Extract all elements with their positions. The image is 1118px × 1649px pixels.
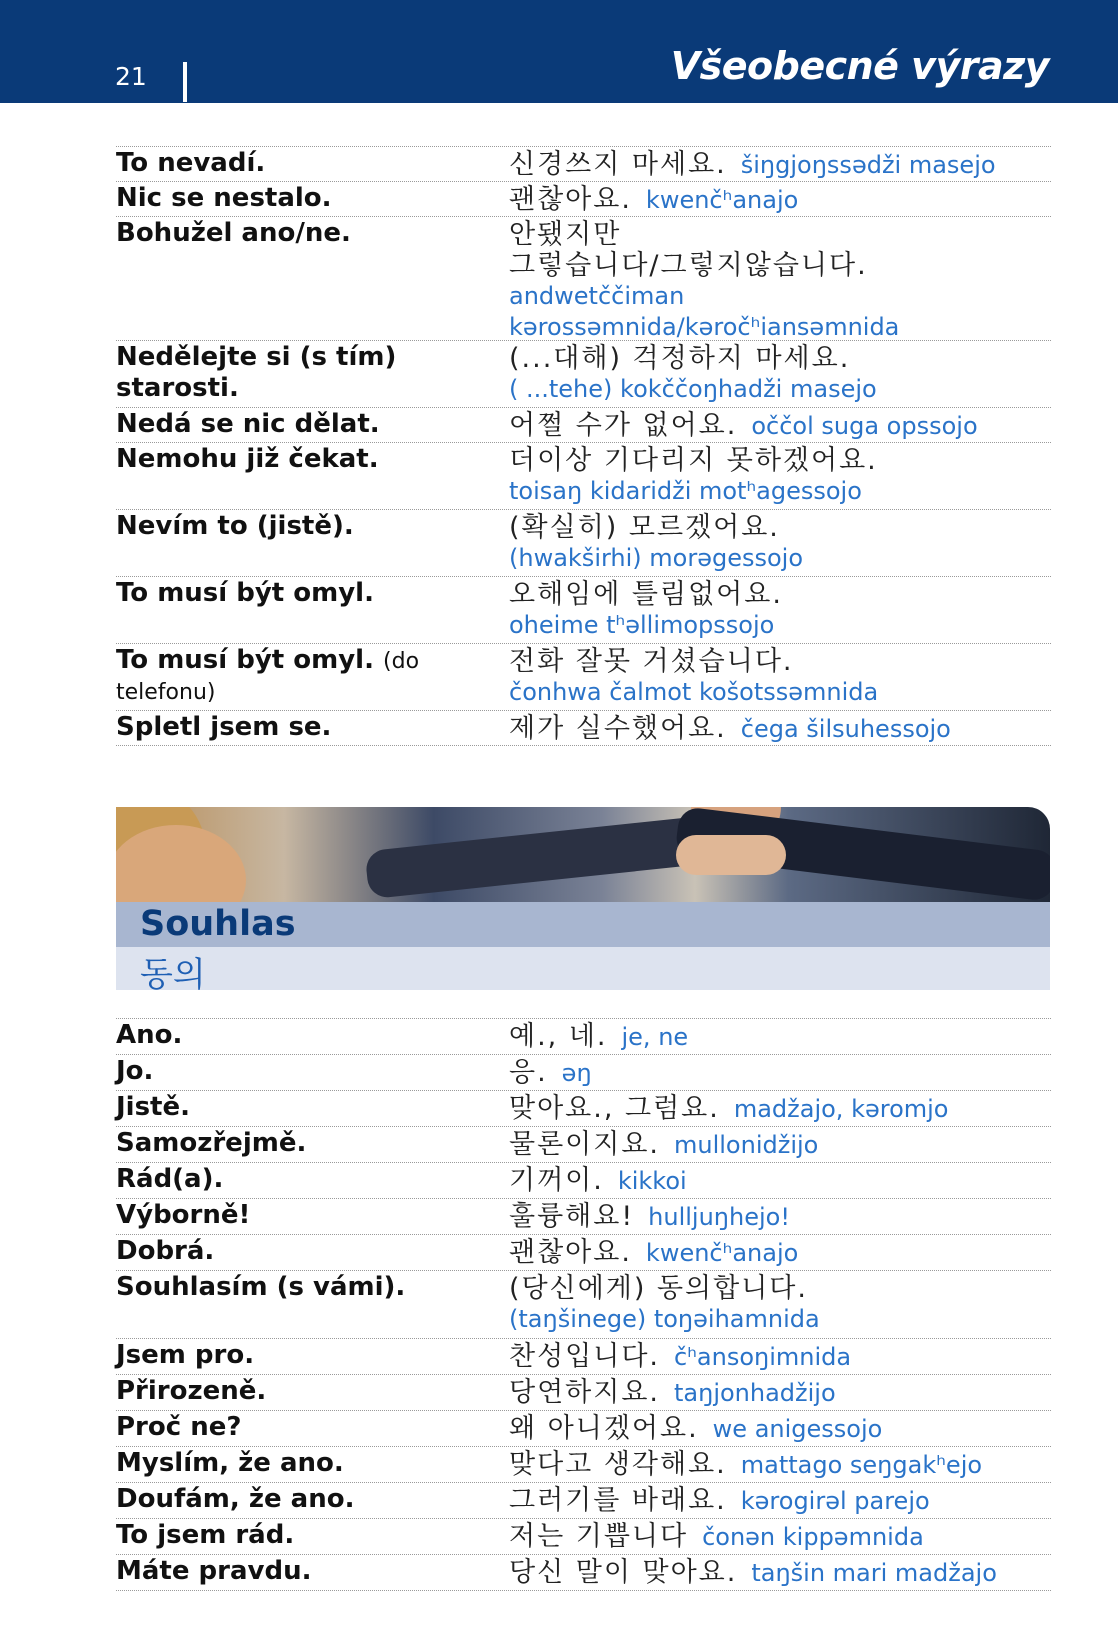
czech-phrase: Máte pravdu.	[116, 1556, 312, 1586]
korean-phrase: 당연하지요.	[509, 1377, 660, 1408]
transcription: andwetččiman	[509, 282, 685, 310]
korean-phrase: 왜 아니겠어요.	[509, 1413, 699, 1444]
czech-phrase: Rád(a).	[116, 1164, 224, 1194]
korean-phrase: 저는 기쁩니다	[509, 1521, 689, 1552]
czech-phrase: Nevím to (jistě).	[116, 511, 354, 541]
phrase-row	[116, 711, 1051, 746]
korean-phrase: (당신에게) 동의합니다.	[509, 1273, 808, 1304]
phrase-row	[116, 341, 1051, 408]
phrase-row	[116, 1339, 1051, 1375]
czech-phrase: Ano.	[116, 1020, 183, 1050]
phrase-row	[116, 408, 1051, 443]
czech-phrase-note-line2: telefonu)	[116, 680, 216, 705]
phrase-row	[116, 577, 1051, 644]
phrase-row	[116, 1235, 1051, 1271]
transcription: əŋ	[561, 1059, 592, 1087]
transcription: ( ...tehe) kokččoŋhadži masejo	[509, 375, 877, 403]
korean-phrase-line2: 그렇습니다/그렇지않습니다.	[509, 250, 868, 281]
header-divider	[183, 62, 187, 102]
korean-phrase: 괜찮아요.	[509, 184, 632, 215]
phrase-table-general	[116, 146, 1051, 746]
phrase-row	[116, 182, 1051, 217]
phrase-table-agreement	[116, 1018, 1051, 1591]
phrase-row	[116, 1271, 1051, 1339]
transcription: je, ne	[621, 1023, 689, 1051]
korean-phrase: 예., 네.	[509, 1021, 608, 1052]
phrase-row	[116, 1091, 1051, 1127]
korean-phrase: 신경쓰지 마세요.	[509, 149, 727, 180]
czech-phrase: Proč ne?	[116, 1412, 242, 1442]
czech-phrase: Přirozeně.	[116, 1376, 267, 1406]
transcription: čega šilsuhessojo	[740, 715, 951, 743]
phrase-row	[116, 1447, 1051, 1483]
czech-phrase-line2: starosti.	[116, 373, 239, 403]
transcription: mullonidžijo	[674, 1131, 819, 1159]
korean-phrase: 더이상 기다리지 못하겠어요.	[509, 445, 878, 476]
handshake-photo	[116, 807, 1050, 902]
czech-phrase: Dobrá.	[116, 1236, 215, 1266]
czech-phrase: Nemohu již čekat.	[116, 444, 379, 474]
transcription: toisaŋ kidaridži motʰagessojo	[509, 477, 862, 505]
czech-phrase: Nic se nestalo.	[116, 183, 332, 213]
transcription: čʰansoŋimnida	[674, 1343, 852, 1371]
phrase-row	[116, 1483, 1051, 1519]
czech-phrase: Jo.	[116, 1056, 154, 1086]
czech-phrase: Spletl jsem se.	[116, 712, 332, 742]
czech-phrase: Bohužel ano/ne.	[116, 218, 351, 248]
transcription: kikkoi	[617, 1167, 687, 1195]
page-number: 21	[115, 62, 147, 91]
czech-phrase: Výborně!	[116, 1200, 251, 1230]
phrase-row	[116, 510, 1051, 577]
transcription: (taŋšinege) toŋəihamnida	[509, 1305, 820, 1333]
phrase-row	[116, 1127, 1051, 1163]
phrase-row	[116, 1055, 1051, 1091]
korean-phrase: 안됐지만	[509, 219, 622, 250]
transcription: oheime tʰəllimopssojo	[509, 611, 775, 639]
phrase-row	[116, 1375, 1051, 1411]
czech-phrase-note: (do	[383, 649, 420, 674]
section-subtitle: 동의	[140, 955, 206, 995]
czech-phrase: To nevadí.	[116, 148, 266, 178]
korean-phrase: 훌륭해요!	[509, 1201, 635, 1232]
transcription: kərogirəl parejo	[740, 1487, 930, 1515]
korean-phrase: 제가 실수했어요.	[509, 713, 727, 744]
transcription: mattago seŋgakʰejo	[740, 1451, 983, 1479]
section-souhlas	[116, 807, 1050, 995]
phrase-row	[116, 1163, 1051, 1199]
phrase-row	[116, 1519, 1051, 1555]
korean-phrase: 어쩔 수가 없어요.	[509, 410, 738, 441]
korean-phrase: 맞아요., 그럼요.	[509, 1093, 720, 1124]
korean-phrase: 당신 말이 맞아요.	[509, 1557, 738, 1588]
section-subtitle-bar	[116, 947, 1050, 995]
transcription: kwenčʰanajo	[645, 186, 799, 214]
korean-phrase: 전화 잘못 거셨습니다.	[509, 646, 794, 677]
czech-phrase: To jsem rád.	[116, 1520, 295, 1550]
transcription: hulljuŋhejo!	[648, 1203, 790, 1231]
transcription-line2: kərossəmnida/kəročʰiansəmnida	[509, 313, 900, 341]
phrase-row	[116, 1019, 1051, 1055]
phrase-row	[116, 147, 1051, 182]
korean-phrase: 그러기를 바래요.	[509, 1485, 727, 1516]
czech-phrase: Nedělejte si (s tím)	[116, 342, 397, 372]
phrase-row	[116, 644, 1051, 711]
korean-phrase: 맞다고 생각해요.	[509, 1449, 727, 1480]
korean-phrase: (확실히) 모르겠어요.	[509, 512, 780, 543]
korean-phrase: 물론이지요.	[509, 1129, 660, 1160]
korean-phrase: 찬성입니다.	[509, 1341, 660, 1372]
phrase-row	[116, 1411, 1051, 1447]
phrase-row	[116, 1199, 1051, 1235]
transcription: čonhwa čalmot košotssəmnida	[509, 678, 879, 706]
transcription: (hwakširhi) morəgessojo	[509, 544, 804, 572]
korean-phrase: (...대해) 걱정하지 마세요.	[509, 343, 851, 374]
czech-phrase: Samozřejmě.	[116, 1128, 307, 1158]
transcription: oččol suga opssojo	[751, 412, 978, 440]
section-title-bar	[116, 902, 1050, 947]
czech-phrase: Doufám, že ano.	[116, 1484, 355, 1514]
transcription: čonən kippəmnida	[702, 1523, 924, 1551]
phrase-row	[116, 443, 1051, 510]
transcription: taŋšin mari madžajo	[751, 1559, 997, 1587]
transcription: kwenčʰanajo	[645, 1239, 799, 1267]
korean-phrase: 기꺼이.	[509, 1165, 604, 1196]
transcription: we anigessojo	[712, 1415, 883, 1443]
korean-phrase: 오해임에 틀림없어요.	[509, 579, 783, 610]
czech-phrase: Myslím, že ano.	[116, 1448, 344, 1478]
czech-phrase: To musí být omyl.	[116, 645, 374, 675]
page-header	[0, 0, 1118, 103]
transcription: šiŋgjoŋssədži masejo	[740, 151, 996, 179]
transcription: madžajo, kəromjo	[733, 1095, 949, 1123]
section-title: Souhlas	[140, 904, 296, 944]
czech-phrase: Jsem pro.	[116, 1340, 255, 1370]
transcription: taŋjonhadžijo	[674, 1379, 836, 1407]
korean-phrase: 괜찮아요.	[509, 1237, 632, 1268]
korean-phrase: 응.	[509, 1057, 548, 1088]
czech-phrase: Nedá se nic dělat.	[116, 409, 380, 439]
czech-phrase: To musí být omyl.	[116, 578, 374, 608]
czech-phrase: Souhlasím (s vámi).	[116, 1272, 406, 1302]
phrase-row	[116, 217, 1051, 341]
chapter-title: Všeobecné výrazy	[670, 44, 1049, 88]
phrase-row	[116, 1555, 1051, 1591]
czech-phrase: Jistě.	[116, 1092, 191, 1122]
